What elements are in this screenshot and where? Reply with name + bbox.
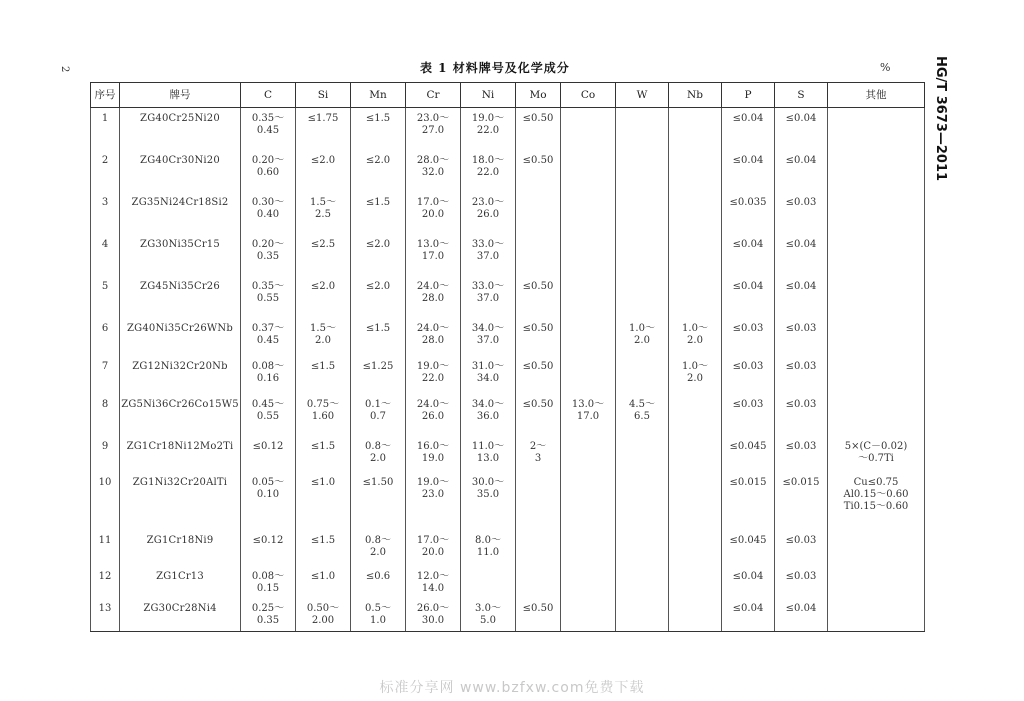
cell-other: Cu≤0.75 Al0.15～0.60 Ti0.15～0.60 <box>828 472 925 530</box>
header-si: Si <box>296 83 351 108</box>
cell-ni: 31.0～ 34.0 <box>461 356 516 394</box>
cell-p: ≤0.04 <box>722 108 775 150</box>
page-number: 2 <box>59 66 70 73</box>
cell-no: 5 <box>91 276 120 318</box>
cell-ni: 11.0～ 13.0 <box>461 436 516 472</box>
cell-mn: 0.8～ 2.0 <box>351 530 406 566</box>
cell-grade: ZG1Cr18Ni12Mo2Ti <box>120 436 241 472</box>
cell-cr: 24.0～ 26.0 <box>406 394 461 436</box>
cell-s: ≤0.03 <box>775 394 828 436</box>
cell-ni <box>461 566 516 598</box>
cell-c: ≤0.12 <box>241 436 296 472</box>
cell-cr: 26.0～ 30.0 <box>406 598 461 632</box>
cell-nb <box>669 192 722 234</box>
cell-grade: ZG40Ni35Cr26WNb <box>120 318 241 356</box>
cell-nb: 1.0～ 2.0 <box>669 318 722 356</box>
cell-other <box>828 598 925 632</box>
standard-code: HG/T 3673—2011 <box>933 56 948 182</box>
cell-ni: 3.0～ 5.0 <box>461 598 516 632</box>
cell-mo: ≤0.50 <box>516 356 561 394</box>
cell-mo <box>516 192 561 234</box>
cell-nb <box>669 394 722 436</box>
cell-p: ≤0.04 <box>722 234 775 276</box>
cell-ni: 23.0～ 26.0 <box>461 192 516 234</box>
cell-no: 6 <box>91 318 120 356</box>
cell-nb <box>669 108 722 150</box>
cell-cr: 24.0～ 28.0 <box>406 276 461 318</box>
cell-mn: ≤1.25 <box>351 356 406 394</box>
cell-s: ≤0.03 <box>775 356 828 394</box>
cell-nb <box>669 436 722 472</box>
header-s: S <box>775 83 828 108</box>
cell-p: ≤0.03 <box>722 318 775 356</box>
header-other: 其他 <box>828 83 925 108</box>
cell-mo <box>516 234 561 276</box>
cell-p: ≤0.045 <box>722 530 775 566</box>
cell-s: ≤0.015 <box>775 472 828 530</box>
cell-co <box>561 598 616 632</box>
cell-ni: 8.0～ 11.0 <box>461 530 516 566</box>
cell-w <box>616 436 669 472</box>
cell-no: 7 <box>91 356 120 394</box>
cell-si: ≤1.0 <box>296 566 351 598</box>
cell-co <box>561 234 616 276</box>
cell-s: ≤0.04 <box>775 598 828 632</box>
cell-ni: 33.0～ 37.0 <box>461 276 516 318</box>
cell-si: ≤1.0 <box>296 472 351 530</box>
cell-mn: 0.8～ 2.0 <box>351 436 406 472</box>
header-ni: Ni <box>461 83 516 108</box>
cell-other <box>828 192 925 234</box>
cell-grade: ZG45Ni35Cr26 <box>120 276 241 318</box>
cell-c: 0.37～ 0.45 <box>241 318 296 356</box>
cell-nb <box>669 530 722 566</box>
table-row <box>91 530 925 566</box>
cell-other <box>828 356 925 394</box>
cell-mn: ≤2.0 <box>351 234 406 276</box>
cell-co <box>561 530 616 566</box>
cell-c: ≤0.12 <box>241 530 296 566</box>
cell-si: ≤1.5 <box>296 356 351 394</box>
cell-other <box>828 108 925 150</box>
cell-p: ≤0.035 <box>722 192 775 234</box>
cell-ni: 18.0～ 22.0 <box>461 150 516 192</box>
cell-nb: 1.0～ 2.0 <box>669 356 722 394</box>
cell-p: ≤0.04 <box>722 598 775 632</box>
cell-other <box>828 276 925 318</box>
cell-cr: 16.0～ 19.0 <box>406 436 461 472</box>
cell-mo <box>516 530 561 566</box>
cell-mo: 2～ 3 <box>516 436 561 472</box>
cell-w <box>616 530 669 566</box>
cell-p: ≤0.03 <box>722 356 775 394</box>
cell-co <box>561 436 616 472</box>
table-row <box>91 598 925 632</box>
unit-label: % <box>880 61 891 74</box>
cell-si: 0.50～ 2.00 <box>296 598 351 632</box>
table-row <box>91 436 925 472</box>
cell-nb <box>669 150 722 192</box>
cell-mo: ≤0.50 <box>516 108 561 150</box>
cell-cr: 12.0～ 14.0 <box>406 566 461 598</box>
cell-mn: ≤2.0 <box>351 276 406 318</box>
cell-co <box>561 318 616 356</box>
cell-no: 8 <box>91 394 120 436</box>
cell-mo: ≤0.50 <box>516 394 561 436</box>
cell-co <box>561 276 616 318</box>
cell-mo <box>516 566 561 598</box>
cell-grade: ZG30Cr28Ni4 <box>120 598 241 632</box>
cell-no: 4 <box>91 234 120 276</box>
cell-s: ≤0.04 <box>775 234 828 276</box>
cell-c: 0.35～ 0.55 <box>241 276 296 318</box>
cell-c: 0.20～ 0.60 <box>241 150 296 192</box>
cell-mn: ≤1.50 <box>351 472 406 530</box>
cell-no: 9 <box>91 436 120 472</box>
cell-si: ≤1.5 <box>296 436 351 472</box>
cell-w <box>616 192 669 234</box>
header-mo: Mo <box>516 83 561 108</box>
cell-mo: ≤0.50 <box>516 318 561 356</box>
cell-w: 4.5～ 6.5 <box>616 394 669 436</box>
cell-mo <box>516 472 561 530</box>
cell-s: ≤0.03 <box>775 192 828 234</box>
cell-other <box>828 150 925 192</box>
cell-mo: ≤0.50 <box>516 276 561 318</box>
cell-nb <box>669 234 722 276</box>
cell-co <box>561 150 616 192</box>
cell-p: ≤0.04 <box>722 150 775 192</box>
cell-ni: 34.0～ 36.0 <box>461 394 516 436</box>
cell-w: 1.0～ 2.0 <box>616 318 669 356</box>
cell-grade: ZG1Cr13 <box>120 566 241 598</box>
cell-no: 11 <box>91 530 120 566</box>
cell-p: ≤0.04 <box>722 276 775 318</box>
cell-p: ≤0.015 <box>722 472 775 530</box>
table-row <box>91 356 925 394</box>
cell-mo: ≤0.50 <box>516 150 561 192</box>
cell-co <box>561 108 616 150</box>
cell-grade: ZG1Cr18Ni9 <box>120 530 241 566</box>
cell-nb <box>669 566 722 598</box>
cell-grade: ZG12Ni32Cr20Nb <box>120 356 241 394</box>
cell-s: ≤0.03 <box>775 318 828 356</box>
cell-c: 0.05～ 0.10 <box>241 472 296 530</box>
cell-mn: 0.1～ 0.7 <box>351 394 406 436</box>
table-caption: 表 1 材料牌号及化学成分 <box>420 61 570 75</box>
cell-nb <box>669 276 722 318</box>
cell-si: 1.5～ 2.5 <box>296 192 351 234</box>
table-row <box>91 108 925 150</box>
cell-co <box>561 566 616 598</box>
cell-co <box>561 472 616 530</box>
cell-nb <box>669 472 722 530</box>
cell-c: 0.08～ 0.15 <box>241 566 296 598</box>
cell-mn: ≤0.6 <box>351 566 406 598</box>
header-w: W <box>616 83 669 108</box>
cell-grade: ZG30Ni35Cr15 <box>120 234 241 276</box>
cell-p: ≤0.045 <box>722 436 775 472</box>
cell-s: ≤0.04 <box>775 150 828 192</box>
cell-w <box>616 598 669 632</box>
cell-si: ≤2.0 <box>296 276 351 318</box>
cell-s: ≤0.03 <box>775 530 828 566</box>
cell-si: ≤2.0 <box>296 150 351 192</box>
cell-p: ≤0.03 <box>722 394 775 436</box>
composition-table <box>90 82 925 632</box>
header-mn: Mn <box>351 83 406 108</box>
cell-s: ≤0.03 <box>775 436 828 472</box>
cell-c: 0.20～ 0.35 <box>241 234 296 276</box>
cell-grade: ZG40Cr25Ni20 <box>120 108 241 150</box>
cell-grade: ZG35Ni24Cr18Si2 <box>120 192 241 234</box>
cell-co <box>561 192 616 234</box>
cell-other <box>828 566 925 598</box>
cell-mn: ≤1.5 <box>351 108 406 150</box>
cell-mn: ≤1.5 <box>351 318 406 356</box>
header-c: C <box>241 83 296 108</box>
cell-cr: 13.0～ 17.0 <box>406 234 461 276</box>
table-row <box>91 276 925 318</box>
cell-c: 0.08～ 0.16 <box>241 356 296 394</box>
cell-co <box>561 356 616 394</box>
cell-si: ≤1.75 <box>296 108 351 150</box>
cell-s: ≤0.03 <box>775 566 828 598</box>
header-no: 序号 <box>91 83 120 108</box>
cell-si: ≤2.5 <box>296 234 351 276</box>
cell-no: 2 <box>91 150 120 192</box>
cell-p: ≤0.04 <box>722 566 775 598</box>
header-nb: Nb <box>669 83 722 108</box>
cell-ni: 34.0～ 37.0 <box>461 318 516 356</box>
cell-nb <box>669 598 722 632</box>
cell-no: 10 <box>91 472 120 530</box>
cell-mo: ≤0.50 <box>516 598 561 632</box>
watermark: 标准分享网 www.bzfxw.com免费下载 <box>379 680 645 696</box>
table-row <box>91 150 925 192</box>
cell-c: 0.30～ 0.40 <box>241 192 296 234</box>
cell-grade: ZG1Ni32Cr20AlTi <box>120 472 241 530</box>
header-p: P <box>722 83 775 108</box>
cell-s: ≤0.04 <box>775 276 828 318</box>
cell-no: 12 <box>91 566 120 598</box>
table-row <box>91 394 925 436</box>
cell-w <box>616 234 669 276</box>
table-row <box>91 472 925 530</box>
cell-w <box>616 276 669 318</box>
cell-other <box>828 394 925 436</box>
header-grade: 牌号 <box>120 83 241 108</box>
cell-ni: 19.0～ 22.0 <box>461 108 516 150</box>
cell-w <box>616 356 669 394</box>
table-row <box>91 318 925 356</box>
cell-cr: 17.0～ 20.0 <box>406 530 461 566</box>
cell-cr: 23.0～ 27.0 <box>406 108 461 150</box>
cell-no: 3 <box>91 192 120 234</box>
cell-w <box>616 150 669 192</box>
table-row <box>91 234 925 276</box>
header-row <box>91 83 925 108</box>
cell-cr: 17.0～ 20.0 <box>406 192 461 234</box>
cell-c: 0.35～ 0.45 <box>241 108 296 150</box>
header-co: Co <box>561 83 616 108</box>
cell-other: 5×(C－0.02) ～0.7Ti <box>828 436 925 472</box>
cell-grade: ZG5Ni36Cr26Co15W5 <box>120 394 241 436</box>
cell-cr: 19.0～ 23.0 <box>406 472 461 530</box>
cell-cr: 19.0～ 22.0 <box>406 356 461 394</box>
header-cr: Cr <box>406 83 461 108</box>
cell-co: 13.0～ 17.0 <box>561 394 616 436</box>
cell-s: ≤0.04 <box>775 108 828 150</box>
cell-other <box>828 318 925 356</box>
cell-c: 0.45～ 0.55 <box>241 394 296 436</box>
cell-cr: 28.0～ 32.0 <box>406 150 461 192</box>
cell-cr: 24.0～ 28.0 <box>406 318 461 356</box>
cell-si: 0.75～ 1.60 <box>296 394 351 436</box>
cell-w <box>616 108 669 150</box>
cell-no: 1 <box>91 108 120 150</box>
cell-c: 0.25～ 0.35 <box>241 598 296 632</box>
cell-other <box>828 234 925 276</box>
table-row <box>91 192 925 234</box>
cell-ni: 33.0～ 37.0 <box>461 234 516 276</box>
cell-si: 1.5～ 2.0 <box>296 318 351 356</box>
cell-w <box>616 566 669 598</box>
cell-w <box>616 472 669 530</box>
cell-no: 13 <box>91 598 120 632</box>
table-row <box>91 566 925 598</box>
cell-mn: 0.5～ 1.0 <box>351 598 406 632</box>
cell-mn: ≤2.0 <box>351 150 406 192</box>
cell-mn: ≤1.5 <box>351 192 406 234</box>
cell-si: ≤1.5 <box>296 530 351 566</box>
cell-ni: 30.0～ 35.0 <box>461 472 516 530</box>
cell-other <box>828 530 925 566</box>
cell-grade: ZG40Cr30Ni20 <box>120 150 241 192</box>
